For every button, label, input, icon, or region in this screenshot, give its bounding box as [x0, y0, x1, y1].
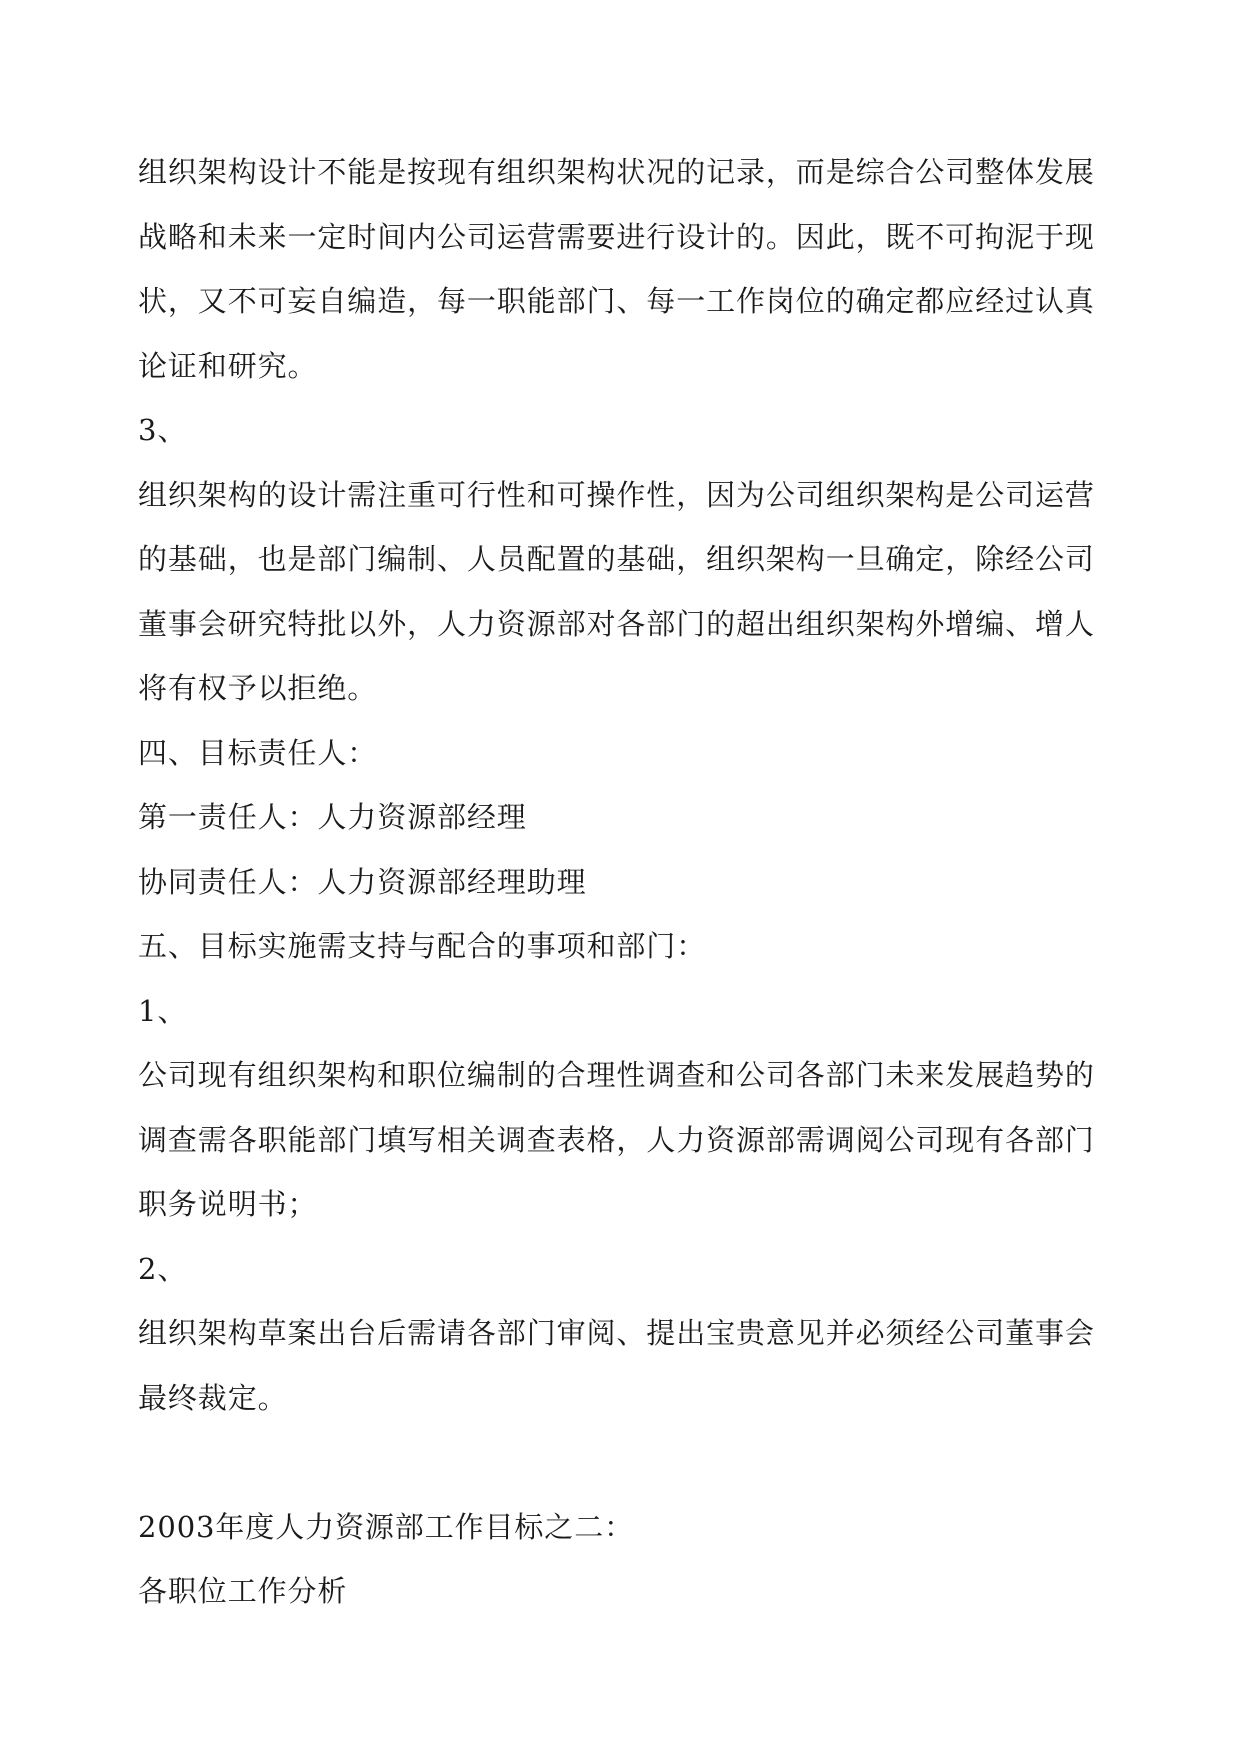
item-number-1: 1、	[138, 993, 188, 1028]
goal-title: 2003年度人力资源部工作目标之二：	[138, 1509, 635, 1544]
paragraph-survey: 公司现有组织架构和职位编制的合理性调查和公司各部门未来发展趋势的调查需各职能部门填写相关调查表格，人力资源部需调阅公司现有各部门职务说明书；	[138, 1058, 1095, 1221]
paragraph-draft-review: 组织架构草案出台后需请各部门审阅、提出宝贵意见并必须经公司董事会最终裁定。	[138, 1316, 1095, 1415]
primary-responsible: 第一责任人：人力资源部经理	[138, 800, 527, 834]
item-number-2: 2、	[138, 1251, 188, 1286]
paragraph-design-principle: 组织架构设计不能是按现有组织架构状况的记录，而是综合公司整体发展战略和未来一定时间内公司运营需要进行设计的。因此，既不可拘泥于现状，又不可妄自编造，每一职能部门、每一工作岗位的确定都应经过认真论证和研究。	[138, 155, 1095, 383]
section-heading-support: 五、目标实施需支持与配合的事项和部门：	[138, 929, 707, 963]
co-responsible: 协同责任人：人力资源部经理助理	[138, 864, 587, 899]
goal-subtitle: 各职位工作分析	[138, 1574, 348, 1608]
paragraph-feasibility: 组织架构的设计需注重可行性和可操作性，因为公司组织架构是公司运营的基础，也是部门编制、人员配置的基础，组织架构一旦确定，除经公司董事会研究特批以外，人力资源部对各部门的超出组织架构外增编、增人将有权予以拒绝。	[138, 477, 1095, 705]
section-heading-responsible: 四、目标责任人：	[138, 735, 378, 770]
document-body	[138, 140, 1098, 1624]
blank-line	[138, 1430, 1098, 1495]
item-number-3: 3、	[138, 413, 188, 447]
